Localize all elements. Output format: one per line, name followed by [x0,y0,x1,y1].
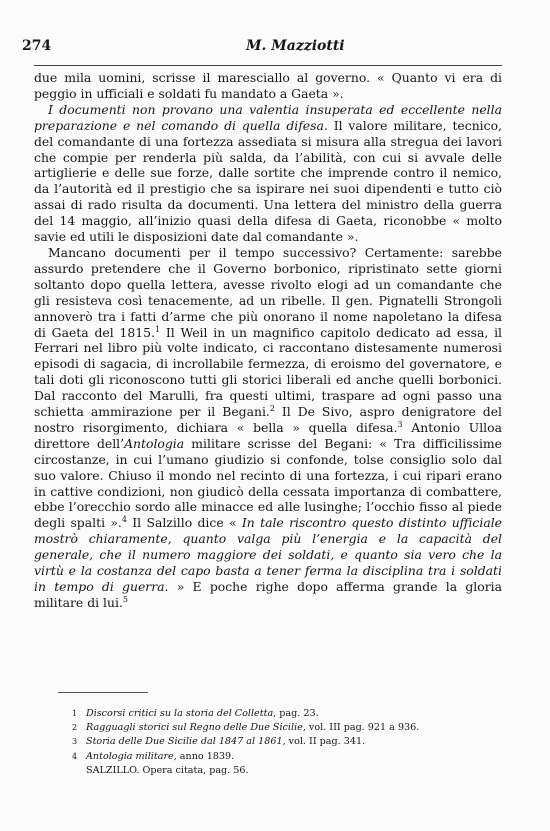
text-run: Antonio Ulloa direttore dell’ [34,419,502,451]
italic-text: Ragguagli storici sul Regno delle Due Sicilie [86,722,303,734]
text-run: Mancano documenti per il tempo successivo? Certamente: sarebbe assurdo pretendere che il Governo borbonico, ripristinato sette giorni soltanto dopo quella lettera, avesse rivolto elogi ad un comandante che gli resisteva così tenacemente, ad un ribelle. Il gen. Pignatelli Strongoli annoverò tra i fatti d’arme che più onorano il nome napoletano la difesa di Gaeta del 1815. [34,244,502,340]
footnotes [72,707,492,778]
italic-text: Storia delle Due Sicilie dal 1847 al 1861 [86,736,283,748]
footnote [72,707,492,721]
footnote [72,764,492,778]
footnote-number: 2 [72,723,78,733]
footnote [72,721,492,735]
text-run: , vol. III pag. 921 a 936. [302,722,420,734]
running-title: M. Mazziotti [246,38,345,54]
text-run: , anno 1839. [173,750,235,762]
text-run: Il Salzillo dice « [126,515,242,531]
italic-text: Antologia militare [86,750,174,762]
body-text [34,70,502,611]
footnote-number: 3 [72,737,78,747]
text-run: Il De Sivo, aspro denigratore del nostro risorgimento, dichiara « bella » quella difesa. [34,404,502,435]
header-rule [34,65,502,66]
page-number: 274 [22,38,52,54]
footnote [72,750,492,764]
footnote-number: 4 [72,751,78,761]
paragraph [34,245,502,611]
italic-text: Antologia [124,435,185,451]
footnote-ref: 4 [121,515,127,525]
italic-text: Discorsi critici su la storia del Colletta [86,708,274,719]
text-run: , pag. 23. [273,708,319,719]
paragraph [34,102,502,245]
footnote-ref: 5 [122,594,128,604]
text-run: » E poche righe dopo afferma grande la gloria militare di lui. [34,579,502,610]
text-run: , vol. II pag. 341. [282,736,366,748]
page-header [22,38,510,58]
paragraph [34,70,502,102]
footnote-ref: 1 [154,324,161,334]
text-run: Il Weil in un magnifico capitolo dedicato ad essa, il Ferrari nel libro più volte indicato, ci raccontano distesamente numerosi episodi di sagacia, di incrollabile fermezza, di eroismo del governatore, e tali doti gli riconoscono tutti gli storici liberali ed anche quelli borbonici. Dal racconto del Marulli, fra questi ultimi, traspare ad ogni passo una schietta ammirazione per il Begani. [34,324,502,420]
text-run: SALZILLO. Opera citata, pag. 56. [86,764,249,776]
text-run: Il valore militare, tecnico, del comandante di una fortezza assediata si misura alla stregua dei lavori che compie per renderla più salda, da l’abilità, con cui si avvale delle artiglierie e delle sue forze, dalle sortite che imprende contro il nemico, da l’autorità ed il prestigio che sa ispirare nei suoi dipendenti e tutto ciò assai di rado risulta da documenti. Una lettera del ministro della guerra del 14 maggio, all’inizio quasi della difesa di Gaeta, riconobbe « molto savie ed utili le disposizioni date dal comandante ». [34,117,502,245]
italic-text: In tale riscontro questo distinto ufficiale mostrò chiaramente, quanto valga più l’energia e la capacità del generale, che il numero maggiore dei soldati, e quanto sia vero che la virtù e la costanza del capo basta a tener ferma la disciplina tra i soldati in tempo di guerra. [34,515,502,594]
footnote-ref: 2 [269,403,275,413]
footnote [72,735,492,749]
italic-text: I documenti non provano una valentia insuperata ed eccellente nella preparazione e nel comando di quella difesa. [34,101,502,133]
footnote-rule [58,692,148,693]
text-run: militare scrisse del Begani: « Tra difficilissime circostanze, in cui l’umano giudizio si confonde, tolse consiglio solo dal suo valore. Chiuso il mondo nel recinto di una fortezza, i cui ripari erano in cattive condizioni, non giudicò della cessata importanza di combattere, ebbe l’orecchio sordo alle minacce ed alle lusinghe; l’occhio fisso al piede degli spalti ». [34,435,502,531]
text-run: due mila uomini, scrisse il maresciallo al governo. « Quanto vi era di peggio in ufficiali e soldati fu mandato a Gaeta ». [34,70,502,101]
footnote-number: 1 [72,709,78,718]
footnote-ref: 3 [397,419,403,429]
